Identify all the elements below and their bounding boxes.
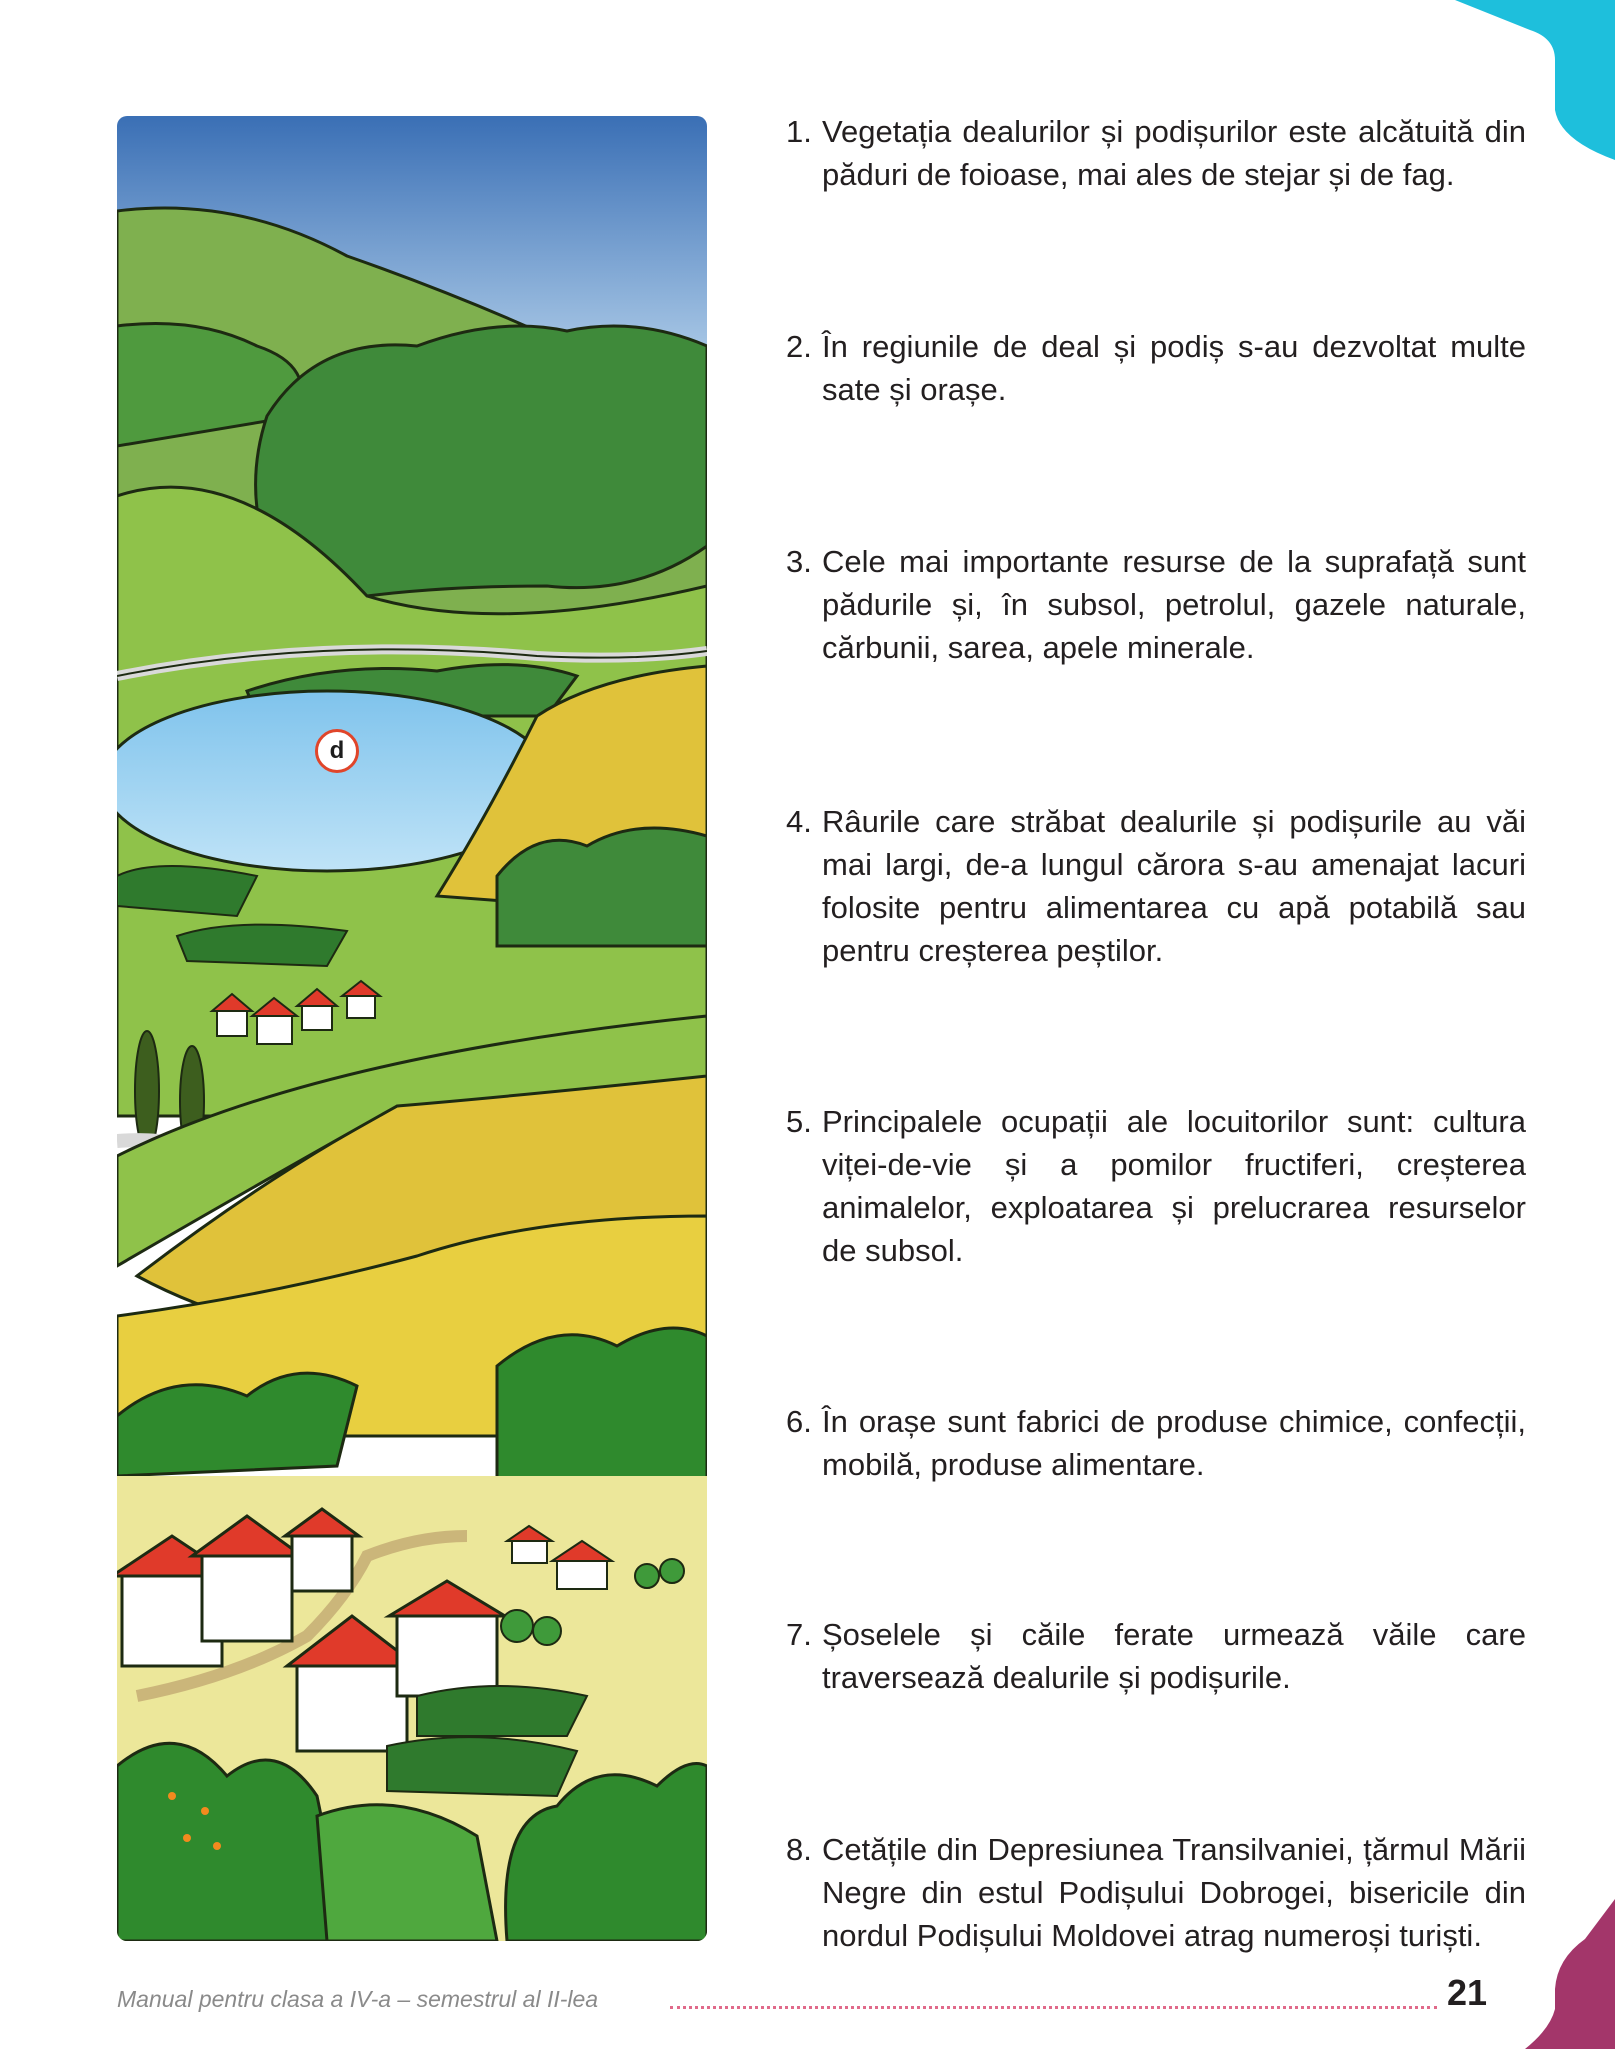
hills-landscape-illustration: [117, 116, 707, 1941]
list-item: [786, 1828, 1526, 1957]
lake-marker: [315, 729, 359, 773]
item-number: 5.: [786, 1104, 812, 1139]
list-item: [786, 325, 1526, 411]
item-text: Cetățile din Depresiunea Transilvaniei, țărmul Mării Negre din estul Podișului Dobrogei, bisericile din nordul Podișului Moldovei atrag numeroși turiști.: [822, 1832, 1526, 1953]
list-item: [786, 1400, 1526, 1486]
vine-rows-3: [417, 1686, 587, 1736]
item-number: 1.: [786, 114, 812, 149]
footer-dotted-rule: [670, 2006, 1437, 2009]
item-text: Șoselele și căile ferate urmează văile care traversează dealurile și podișurile.: [822, 1617, 1526, 1695]
list-item: [786, 540, 1526, 669]
vine-rows-4: [387, 1737, 577, 1796]
page-number: 21: [1446, 1972, 1487, 2013]
item-number: 3.: [786, 544, 812, 579]
forest-low-right: [497, 1328, 707, 1486]
item-text: În regiunile de deal și podiș s-au dezvoltat multe sate și orașe.: [822, 329, 1526, 407]
item-text: În orașe sunt fabrici de produse chimice, confecții, mobilă, produse alimentare.: [822, 1404, 1526, 1482]
list-item: [786, 800, 1526, 972]
footer-book-title: Manual pentru clasa a IV-a – semestrul al II-lea: [117, 1986, 599, 2012]
item-text: Cele mai importante resurse de la suprafață sunt pădurile și, în subsol, petrolul, gazele naturale, cărbunii, sarea, apele minerale.: [822, 544, 1526, 665]
cypress-1: [135, 1031, 159, 1151]
item-text: Principalele ocupații ale locuitorilor sunt: cultura viței-de-vie și a pomilor fructiferi, creșterea animalelor, exploatarea și prelucrarea resurselor de subsol.: [822, 1104, 1526, 1268]
item-number: 2.: [786, 329, 812, 364]
item-text: Râurile care străbat dealurile și podișurile au văi mai largi, de-a lungul cărora s-au amenajat lacuri folosite pentru alimentarea cu apă potabilă sau pentru creșterea peștilor.: [822, 804, 1526, 968]
list-item: [786, 110, 1526, 196]
item-number: 6.: [786, 1404, 812, 1439]
item-text: Vegetația dealurilor și podișurilor este alcătuită din păduri de foioase, mai ales de stejar și de fag.: [822, 114, 1526, 192]
list-item: [786, 1100, 1526, 1272]
lake-marker-label: d: [329, 737, 345, 764]
vine-rows-1: [117, 866, 257, 916]
page-footer: [117, 1972, 1487, 2022]
item-number: 8.: [786, 1832, 812, 1867]
vine-rows-2: [177, 925, 347, 966]
item-number: 7.: [786, 1617, 812, 1652]
list-item: [786, 1613, 1526, 1699]
item-number: 4.: [786, 804, 812, 839]
